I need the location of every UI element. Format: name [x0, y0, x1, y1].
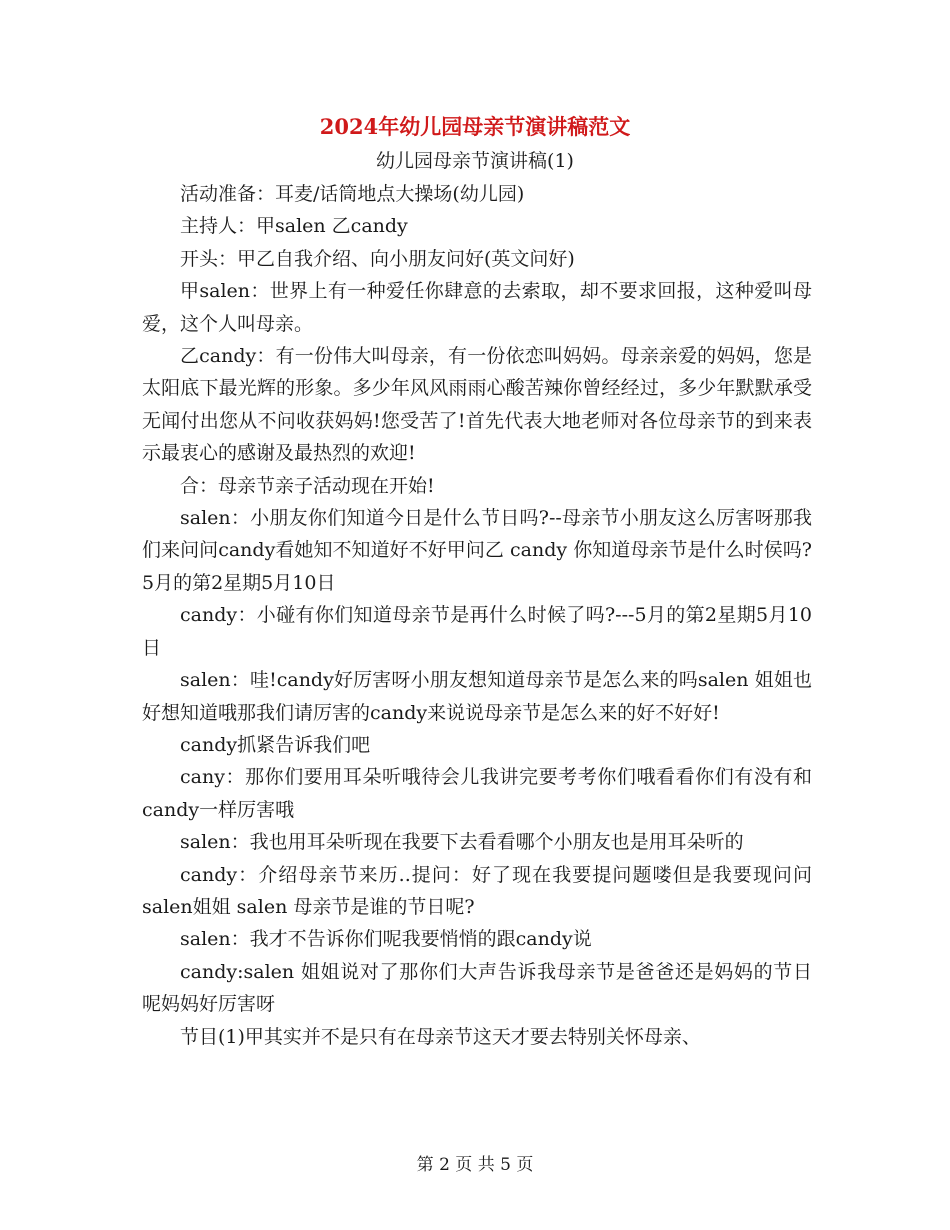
paragraph: salen：哇!candy好厉害呀小朋友想知道母亲节是怎么来的吗salen 姐姐也好想知道哦那我们请厉害的candy来说说母亲节是怎么来的好不好好!: [142, 669, 812, 724]
document-subtitle: 幼儿园母亲节演讲稿(1): [376, 150, 574, 172]
paragraph: 活动准备：耳麦/话筒地点大操场(幼儿园): [180, 183, 525, 205]
paragraph: candy抓紧告诉我们吧: [180, 733, 371, 756]
paragraph: 主持人：甲salen 乙candy: [180, 215, 408, 238]
paragraph: 合：母亲节亲子活动现在开始!: [180, 474, 435, 497]
paragraph: 节目(1)甲其实并不是只有在母亲节这天才要去特别关怀母亲、: [180, 1025, 701, 1048]
paragraph: candy:salen 姐姐说对了那你们大声告诉我母亲节是爸爸还是妈妈的节日呢妈妈好厉害呀: [142, 960, 812, 1016]
paragraph: 甲salen：世界上有一种爱任你肆意的去索取，却不要求回报，这种爱叫母爱，这个人叫母亲。: [142, 280, 812, 335]
document-body: [142, 178, 812, 1053]
paragraph: candy：介绍母亲节来历..提问：好了现在我要提问题喽但是我要现问问salen姐姐 salen 母亲节是谁的节日呢?: [142, 863, 812, 918]
paragraph: salen：我也用耳朵听现在我要下去看看哪个小朋友也是用耳朵听的: [180, 831, 744, 854]
paragraph: 乙candy：有一份伟大叫母亲，有一份依恋叫妈妈。母亲亲爱的妈妈，您是太阳底下最光辉的形象。多少年风风雨雨心酸苦辣你曾经经过，多少年默默承受无闻付出您从不问收获妈妈!您受苦了!首先代表大地老师对各位母亲节的到来表示最衷心的感谢及最热烈的欢迎!: [142, 345, 812, 465]
paragraph: candy：小碰有你们知道母亲节是再什么时候了吗?---5月的第2星期5月10日: [142, 604, 812, 659]
document-title: 2024年幼儿园母亲节演讲稿范文: [319, 114, 631, 139]
page-footer: 第 2 页 共 5 页: [416, 1155, 534, 1175]
paragraph: salen：我才不告诉你们呢我要悄悄的跟candy说: [180, 928, 592, 951]
paragraph: salen：小朋友你们知道今日是什么节日吗?--母亲节小朋友这么厉害呀那我们来问问candy看她知不知道好不好甲问乙 candy 你知道母亲节是什么时侯吗?5月的第2星期5月10日: [142, 507, 812, 594]
paragraph: 开头：甲乙自我介绍、向小朋友问好(英文问好): [180, 247, 575, 270]
paragraph: cany：那你们要用耳朵听哦待会儿我讲完要考考你们哦看看你们有没有和candy一样厉害哦: [142, 766, 812, 821]
